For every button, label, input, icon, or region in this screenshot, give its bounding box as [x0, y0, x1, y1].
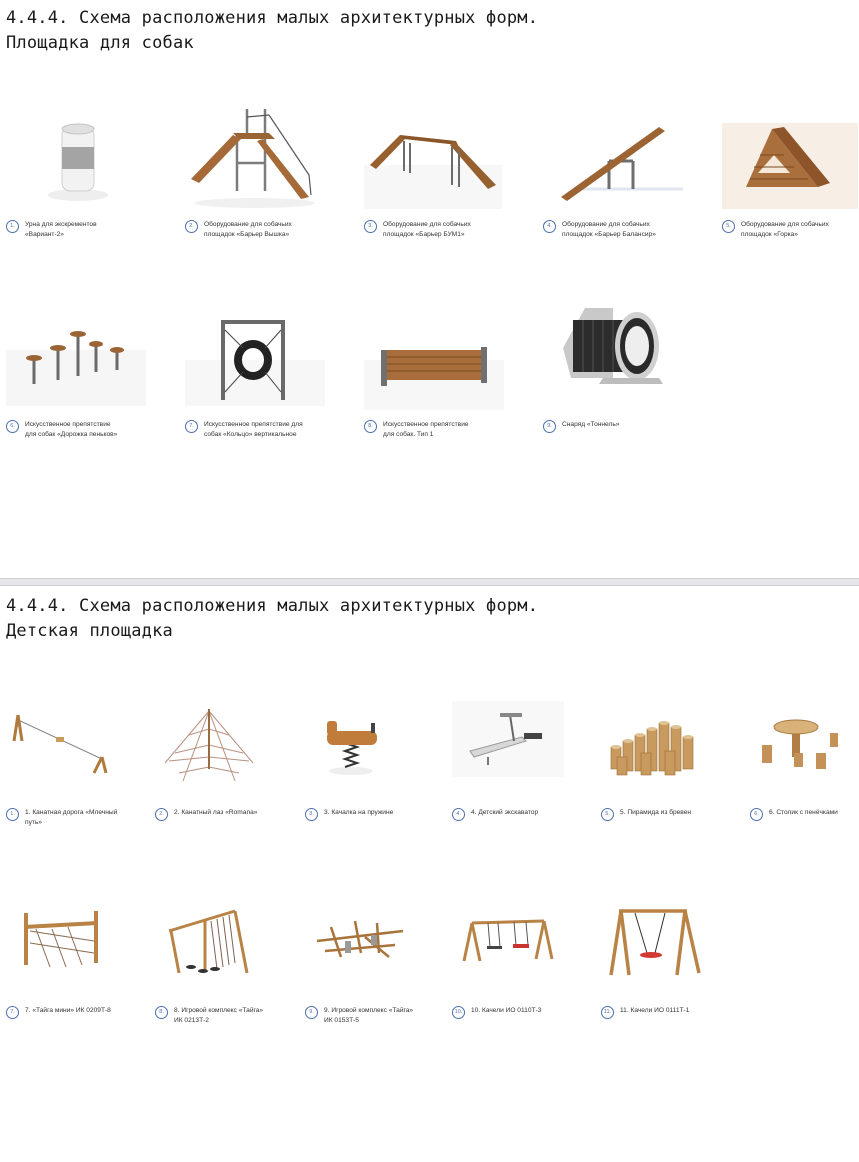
item-label: Оборудование для собачьих площадок «Барьер Вышка» — [204, 221, 292, 238]
item-number: 8. — [364, 420, 377, 433]
page-divider — [0, 578, 859, 586]
trash-bin-icon — [6, 95, 178, 210]
tower-ramp-icon — [185, 95, 357, 210]
item-label: Искусственное препятствие для собак. Тип 1 — [383, 421, 469, 438]
seesaw-icon — [543, 95, 715, 210]
dog-park-section — [0, 0, 859, 578]
item-label: Оборудование для собачьих площадок «Барьер БУМ1» — [383, 221, 471, 238]
nest-swing-icon — [601, 901, 773, 996]
item-label: 5. Пирамида из бревен — [620, 809, 692, 816]
item-number: 3. — [305, 808, 318, 821]
item-number: 3. — [364, 220, 377, 233]
item-label: 1. Канатная дорога «Млечный путь» — [25, 809, 118, 826]
play-complex-icon — [155, 901, 327, 996]
item-number: 4. — [543, 220, 556, 233]
playground-section — [0, 586, 859, 1162]
item-number: 10. — [452, 1006, 465, 1019]
item-label: 4. Детский экскаватор — [471, 809, 539, 816]
item-number: 4. — [452, 808, 465, 821]
item-label: 3. Качалка на пружине — [324, 809, 394, 816]
section-subtitle: Площадка для собак — [6, 33, 194, 53]
double-swing-icon — [452, 901, 624, 996]
item-number: 6. — [6, 420, 19, 433]
item-number: 9. — [543, 420, 556, 433]
item-label: 9. Игровой комплекс «Тайга» ИК 0153Т-5 — [324, 1007, 414, 1024]
item-label: 7. «Тайга мини» ИК 0209Т-8 — [25, 1007, 111, 1014]
item-label: 10. Качели ИО 0110Т-3 — [471, 1007, 542, 1014]
item-label: Оборудование для собачьих площадок «Горка» — [741, 221, 829, 238]
wooden-barrier-icon — [364, 300, 536, 415]
item-number: 2. — [185, 220, 198, 233]
item-label: Искусственное препятствие для собак «Кольцо» вертикальное — [204, 421, 303, 438]
item-number: 2. — [155, 808, 168, 821]
item-number: 5. — [722, 220, 735, 233]
item-number: 6. — [750, 808, 763, 821]
item-label: Искусственное препятствие для собак «Дорожка пеньков» — [25, 421, 118, 438]
section-title: 4.4.4. Схема расположения малых архитектурных форм. — [6, 596, 539, 616]
stumps-path-icon — [6, 300, 178, 415]
a-frame-icon — [722, 95, 859, 210]
item-number: 9. — [305, 1006, 318, 1019]
item-number: 7. — [185, 420, 198, 433]
rope-climber-icon — [6, 901, 178, 996]
bridge-ramp-icon — [364, 95, 536, 210]
item-number: 7. — [6, 1006, 19, 1019]
item-label: 8. Игровой комплекс «Тайга» ИК 0213Т-2 — [174, 1007, 264, 1024]
item-label: Оборудование для собачьих площадок «Барьер Балансир» — [562, 221, 656, 238]
table-stumps-icon — [750, 701, 859, 796]
tunnel-icon — [543, 300, 715, 415]
item-label: Снаряд «Тоннель» — [562, 421, 620, 428]
rope-pyramid-icon — [155, 701, 327, 796]
item-number: 11. — [601, 1006, 614, 1019]
item-number: 1. — [6, 220, 19, 233]
tire-ring-icon — [185, 300, 357, 415]
section-subtitle: Детская площадка — [6, 621, 173, 641]
item-label: 11. Качели ИО 0111Т-1 — [620, 1007, 690, 1014]
excavator-icon — [452, 701, 624, 796]
item-label: Урна для экскрементов «Вариант-2» — [25, 221, 97, 238]
item-label: 2. Канатный лаз «Romana» — [174, 809, 258, 816]
item-label: 6. Столик с пенёчками — [769, 809, 838, 816]
item-number: 8. — [155, 1006, 168, 1019]
item-number: 5. — [601, 808, 614, 821]
log-pyramid-icon — [601, 701, 773, 796]
zipline-icon — [6, 701, 178, 796]
item-number: 1. — [6, 808, 19, 821]
section-title: 4.4.4. Схема расположения малых архитектурных форм. — [6, 8, 539, 28]
